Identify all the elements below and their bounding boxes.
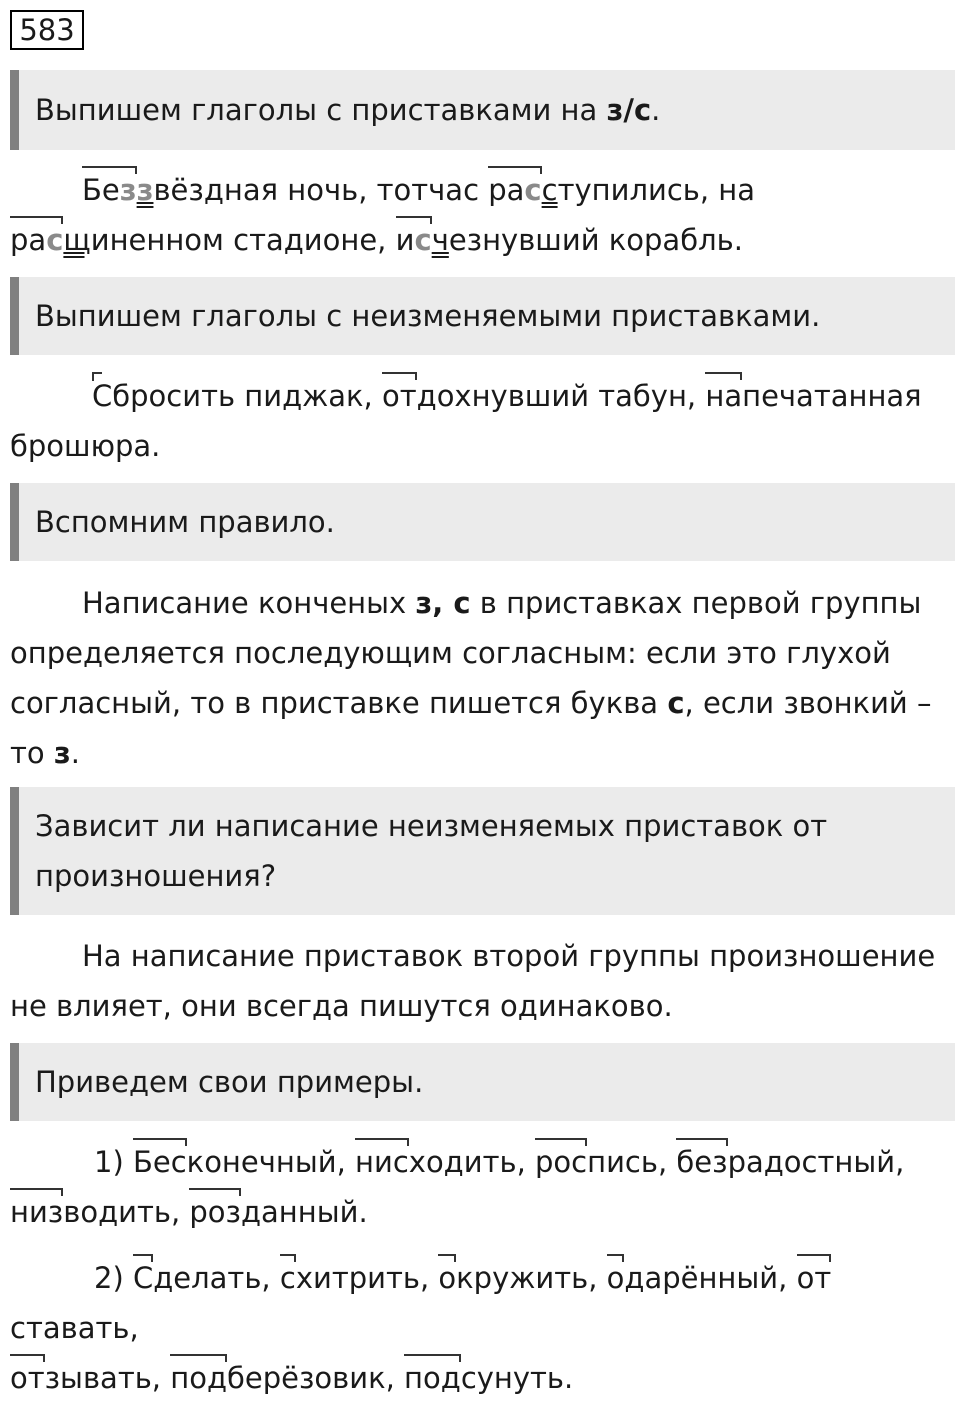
rule-paragraph: Написание конченых з, с в приставках первой группы определяется последующим согласным: если это глухой согласный, то в приставке пишется буква с, если звонкий – то з. — [10, 586, 932, 770]
answer-paragraph: Сбросить пиджак, отдохнувший табун, напечатанная брошюра. — [10, 371, 955, 471]
heading-text: Вспомним правило. — [35, 505, 335, 539]
section-heading — [10, 483, 955, 561]
examples-item-1: 1) Бесконечный, нисходить, роспись, безрадостный, низводить, розданный. — [10, 1137, 955, 1237]
exercise-number: 583 — [10, 10, 84, 50]
section-heading — [10, 1043, 955, 1121]
section-heading — [10, 277, 955, 355]
answer-paragraph: На написание приставок второй группы произношение не влияет, они всегда пишутся одинаково. — [10, 939, 936, 1023]
heading-text: Выпишем глаголы с неизменяемыми приставками. — [35, 299, 821, 333]
section-heading — [10, 787, 955, 915]
heading-text: Приведем свои примеры. — [35, 1065, 424, 1099]
heading-text: Выпишем глаголы с приставками на з/с. — [35, 93, 661, 127]
examples-item-2: 2) Сделать, схитрить, окружить, одарённый, отставать, отзывать, подберёзовик, подсунуть. — [10, 1253, 955, 1403]
heading-text: Зависит ли написание неизменяемых приставок от произношения? — [35, 809, 828, 893]
section-heading — [10, 70, 955, 150]
answer-paragraph: Беззвёздная ночь, тотчас расступились, на расщиненном стадионе, исчезнувший корабль. — [10, 165, 955, 265]
